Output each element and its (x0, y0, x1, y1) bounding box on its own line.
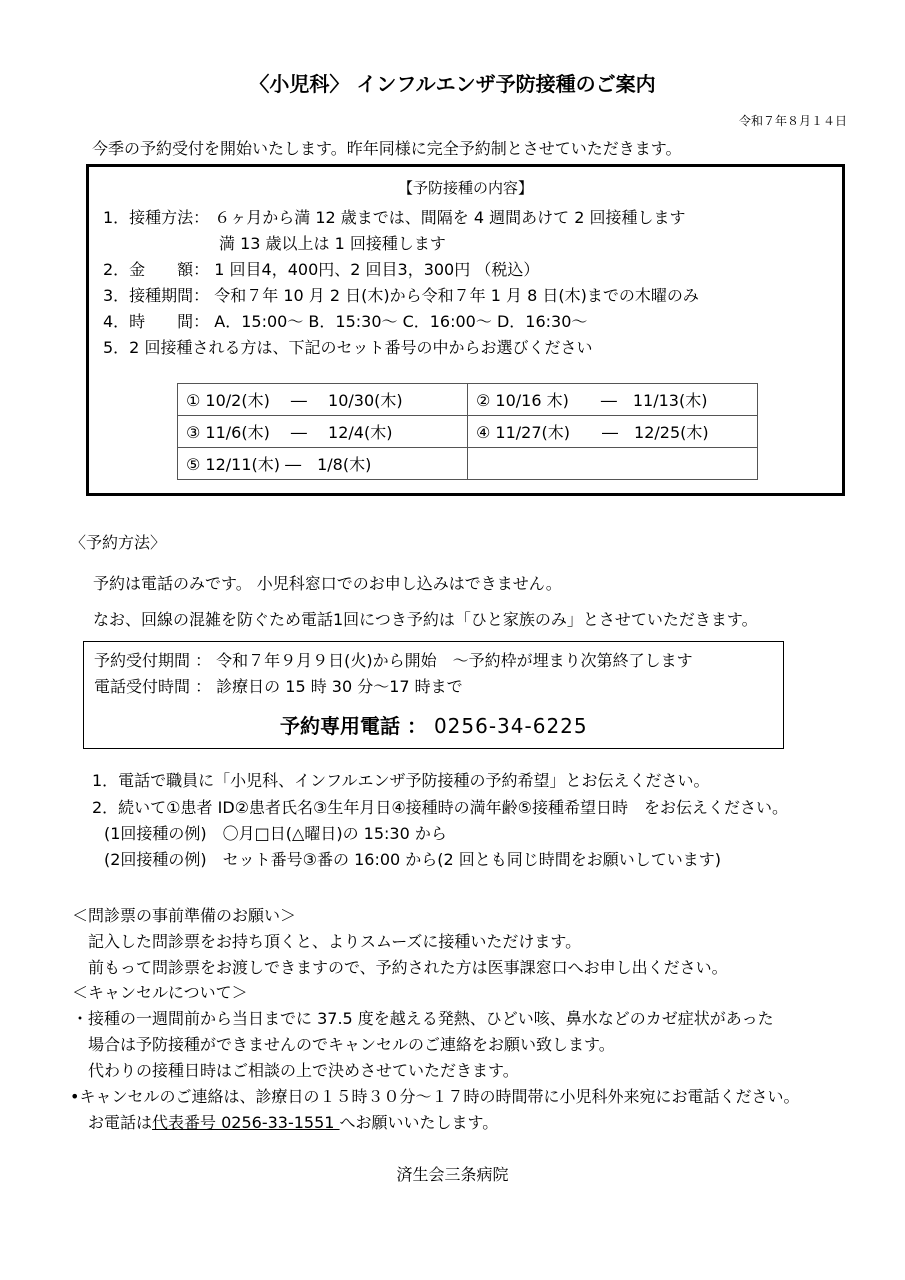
cancel-line: •キャンセルのご連絡は、診療日の１５時３０分～１７時の時間帯に小児科外来宛にお電話ください。 (70, 1087, 800, 1106)
step-2: 2．続いて①患者 ID②患者氏名③生年月日④接種時の満年齢⑤接種希望日時 をお伝えください。 (92, 798, 789, 817)
questionnaire-line: 記入した問診票をお持ち頂くと、よりスムーズに接種いただけます。 (88, 932, 582, 951)
phone-label: 予約専用電話 ： (280, 714, 427, 738)
reservation-heading: 〈予約方法〉 (70, 533, 167, 552)
reservation-period: 予約受付期間 ： 令和７年９月９日(火)から開始 ～予約枠が埋まり次第終了します (94, 651, 693, 670)
example-two-dose: (2回接種の例) セット番号③番の 16:00 から(2 回とも同じ時間をお願いしています) (104, 850, 722, 869)
table-row (178, 384, 758, 416)
set-cell: ⑤ 12/11(木) ― 1/8(木) (178, 448, 468, 480)
questionnaire-heading: ＜問診票の事前準備のお願い＞ (72, 906, 297, 925)
issue-date: 令和７年８月１４日 (738, 114, 847, 128)
set-cell: ② 10/16 木) ― 11/13(木) (468, 384, 758, 416)
item-method: 1．接種方法： ６ヶ月から満 12 歳までは、間隔を 4 週間あけて 2 回接種します (103, 208, 686, 227)
cancel-line: ・接種の一週間前から当日までに 37.5 度を越える発熱、ひどい咳、鼻水などのカゼ症状があった (72, 1009, 774, 1028)
phone-hours: 電話受付時間 ： 診療日の 15 時 30 分～17 時まで (94, 677, 463, 696)
vaccination-details-box (86, 164, 845, 496)
item-sets-intro: 5．2 回接種される方は、下記のセット番号の中からお選びください (103, 338, 593, 357)
phone-number: 0256-34-6225 (433, 714, 588, 738)
main-phone-number: 代表番号 0256-33-1551 (152, 1113, 340, 1132)
cancel-phone-pre: お電話は (88, 1113, 153, 1132)
hospital-name: 済生会三条病院 (396, 1165, 509, 1184)
reservation-phone-only: 予約は電話のみです。 小児科窓口でのお申し込みはできません。 (93, 574, 562, 593)
set-cell: ① 10/2(木) ― 10/30(木) (178, 384, 468, 416)
questionnaire-line: 前もって問診票をお渡しできますので、予約された方は医事課窓口へお申し出ください。 (88, 958, 728, 977)
intro-text: 今季の予約受付を開始いたします。昨年同様に完全予約制とさせていただきます。 (92, 139, 682, 158)
item-time: 4．時 間： A．15:00～ B．15:30～ C．16:00～ D．16:30～ (103, 312, 588, 331)
cancel-phone-line (88, 1110, 498, 1133)
cancel-heading: ＜キャンセルについて＞ (72, 983, 248, 1002)
page-title: 〈小児科〉 インフルエンザ予防接種のご案内 (249, 72, 656, 96)
table-row (178, 416, 758, 448)
set-cell (468, 448, 758, 480)
box-heading: 【予防接種の内容】 (397, 179, 533, 197)
cancel-line: 場合は予防接種ができませんのでキャンセルのご連絡をお願い致します。 (88, 1035, 615, 1054)
reservation-one-family: なお、回線の混雑を防ぐため電話1回につき予約は「ひと家族のみ」とさせていただきます。 (93, 610, 758, 629)
set-cell: ③ 11/6(木) ― 12/4(木) (178, 416, 468, 448)
item-price: 2．金 額： 1 回目4，400円、2 回目3，300円 （税込） (103, 260, 540, 279)
item-method-cont: 満 13 歳以上は 1 回接種します (219, 234, 446, 253)
cancel-line: 代わりの接種日時はご相談の上で決めさせていただきます。 (88, 1061, 519, 1080)
reservation-phone (280, 710, 588, 739)
item-period: 3．接種期間： 令和７年 10 月 2 日(木)から令和７年 1 月 8 日(木)までの木曜のみ (103, 286, 699, 305)
example-one-dose: (1回接種の例) 〇月□日(△曜日)の 15:30 から (104, 824, 447, 843)
cancel-phone-post: へお願いいたします。 (339, 1113, 499, 1132)
set-cell: ④ 11/27(木) ― 12/25(木) (468, 416, 758, 448)
set-number-table (177, 383, 758, 480)
reservation-info-box (83, 641, 784, 749)
step-1: 1．電話で職員に「小児科、インフルエンザ予防接種の予約希望」とお伝えください。 (92, 771, 710, 790)
table-row (178, 448, 758, 480)
